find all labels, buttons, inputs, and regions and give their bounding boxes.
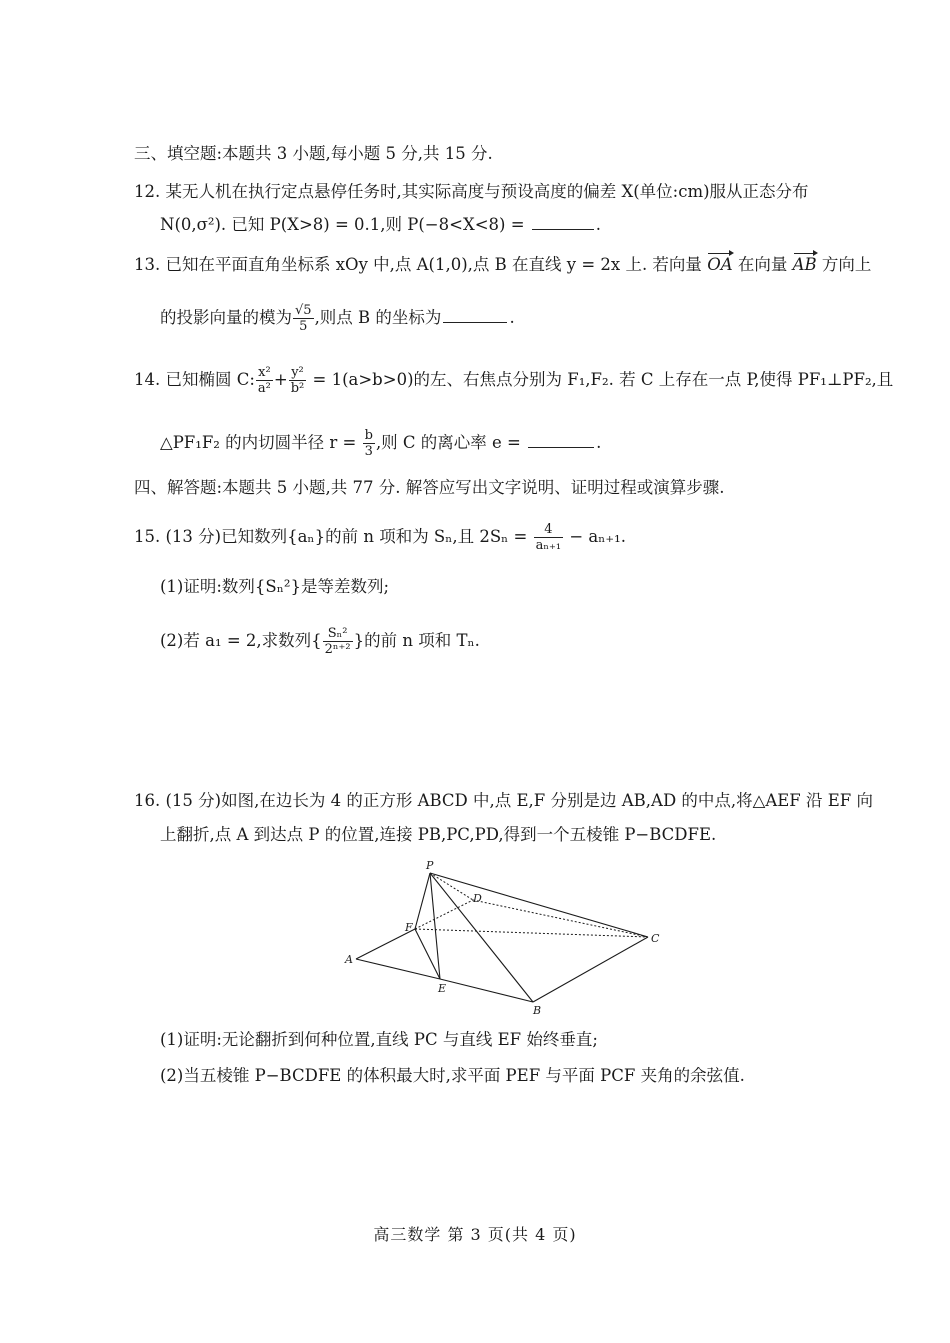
q13-text-f: . — [509, 308, 515, 327]
edge-fd-hidden — [415, 900, 473, 929]
page-footer: 高三数学 第 3 页(共 4 页) — [373, 1225, 577, 1244]
edge-ae — [356, 959, 440, 979]
q13-text-e: ,则点 B 的坐标为 — [314, 308, 442, 327]
q16-part-2: (2)当五棱锥 P−BCDFE 的体积最大时,求平面 PEF 与平面 PCF 夹角的余弦值. — [160, 1066, 745, 1085]
q13-text-b: 在向量 — [732, 255, 793, 274]
q15-part-1: (1)证明:数列{Sₙ²}是等差数列; — [160, 577, 390, 596]
q13-text-d: 的投影向量的模为 — [160, 308, 292, 327]
edge-pd-hidden — [430, 873, 473, 900]
q14-text-d: ,则 C 的离心率 e = — [375, 433, 527, 452]
q15-fraction — [534, 522, 563, 553]
frac-denominator: b² — [290, 381, 305, 396]
q15-text-b: − aₙ₊₁. — [564, 527, 626, 546]
q12-answer-blank[interactable] — [532, 229, 594, 230]
frac-denominator: 5 — [299, 319, 308, 334]
edge-eb — [440, 979, 533, 1002]
frac-numerator: 4 — [534, 522, 563, 538]
edge-pf — [415, 873, 430, 929]
frac-denominator: aₙ₊₁ — [535, 538, 562, 553]
q13-line-2 — [160, 303, 515, 334]
label-e: E — [438, 982, 447, 995]
label-d: D — [473, 892, 482, 905]
q12-text-b: . — [595, 215, 602, 234]
label-p: P — [426, 859, 434, 872]
frac-numerator: y² — [289, 365, 307, 381]
q14-line-2 — [160, 428, 601, 459]
label-f: F — [405, 921, 413, 934]
q14-plus: + — [273, 370, 288, 389]
q15-fraction-2 — [323, 626, 353, 657]
frac-numerator: x² — [256, 365, 273, 381]
q14-answer-blank[interactable] — [528, 447, 594, 448]
q14-fraction-y — [289, 365, 307, 396]
q15-line-1 — [134, 522, 626, 553]
q13-text-a: 13. 已知在平面直角坐标系 xOy 中,点 A(1,0),点 B 在直线 y = 2x 上. 若向量 — [134, 255, 708, 274]
q14-fraction-x — [256, 365, 273, 396]
q16-line-2: 上翻折,点 A 到达点 P 的位置,连接 PB,PC,PD,得到一个五棱锥 P−BCDFE. — [160, 825, 717, 844]
q13-answer-blank[interactable] — [443, 322, 507, 323]
vector-oa: OA — [707, 255, 733, 274]
vector-ab: AB — [792, 255, 817, 274]
frac-numerator: b — [364, 428, 373, 443]
q15-part-2 — [160, 626, 480, 657]
label-c: C — [651, 932, 660, 945]
q12-line-1: 12. 某无人机在执行定点悬停任务时,其实际高度与预设高度的偏差 X(单位:cm)服从正态分布 — [134, 182, 809, 201]
section-4-header: 四、解答题:本题共 5 小题,共 77 分. 解答应写出文字说明、证明过程或演算步骤. — [134, 478, 725, 497]
q14-text-b: = 1(a>b>0)的左、右焦点分别为 F₁,F₂. 若 C 上存在一点 P,使得 PF₁⊥PF₂,且 — [307, 370, 894, 389]
edge-fc-hidden — [415, 929, 648, 937]
edge-bc — [533, 937, 648, 1002]
frac-denominator: 3 — [364, 444, 373, 459]
q12-line-2 — [160, 214, 601, 236]
label-a: A — [345, 953, 353, 966]
q16-part-1: (1)证明:无论翻折到何种位置,直线 PC 与直线 EF 始终垂直; — [160, 1030, 598, 1049]
section-3-header: 三、填空题:本题共 3 小题,每小题 5 分,共 15 分. — [134, 144, 493, 163]
q13-text-c: 方向上 — [816, 255, 872, 274]
q15-text-c: (2)若 a₁ = 2,求数列{ — [160, 631, 322, 650]
frac-denominator: a² — [257, 381, 271, 396]
q14-fraction-r — [363, 428, 375, 459]
q16-line-1: 16. (15 分)如图,在边长为 4 的正方形 ABCD 中,点 E,F 分别是边 AB,AD 的中点,将△AEF 沿 EF 向 — [134, 791, 873, 810]
pyramid-figure — [340, 855, 670, 1015]
q14-text-c: △PF₁F₂ 的内切圆半径 r = — [160, 433, 362, 452]
frac-denominator: 2ⁿ⁺² — [324, 642, 351, 657]
q13-fraction — [293, 303, 314, 334]
q14-text-a: 14. 已知椭圆 C: — [134, 370, 255, 389]
q12-text-a: N(0,σ²). 已知 P(X>8) = 0.1,则 P(−8<X<8) = — [160, 215, 530, 234]
q14-line-1 — [134, 365, 893, 396]
frac-numerator: √5 — [295, 303, 312, 318]
label-b: B — [533, 1004, 542, 1015]
frac-numerator: Sₙ² — [323, 626, 353, 642]
q15-text-a: 15. (13 分)已知数列{aₙ}的前 n 项和为 Sₙ,且 2Sₙ = — [134, 527, 533, 546]
q14-text-e: . — [596, 433, 602, 452]
q13-line-1 — [134, 254, 871, 276]
q15-text-d: }的前 n 项和 Tₙ. — [353, 631, 480, 650]
